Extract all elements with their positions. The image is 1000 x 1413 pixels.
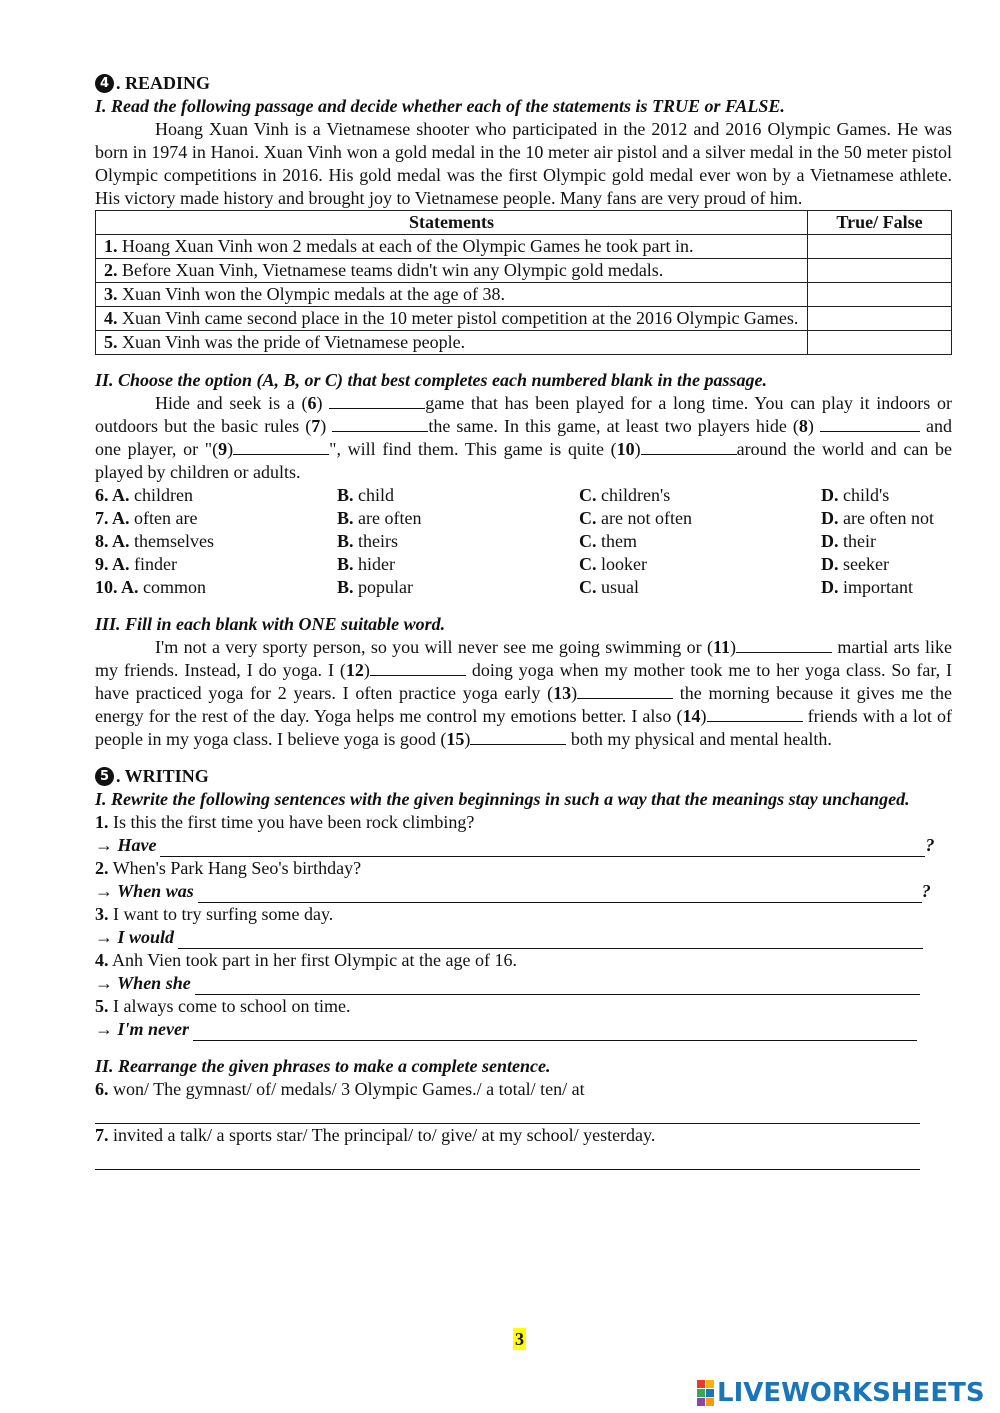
logo-icon	[697, 1380, 714, 1406]
option-a[interactable]: 8. A. themselves	[95, 531, 214, 551]
true-false-answer-cell[interactable]	[808, 259, 952, 283]
answer-line[interactable]	[198, 885, 922, 903]
options-list	[95, 484, 952, 599]
rearrange-question: 7. invited a talk/ a sports star/ The principal/ to/ give/ at my school/ yesterday.	[95, 1125, 656, 1145]
option-row	[95, 576, 952, 599]
option-b[interactable]: B. hider	[337, 554, 395, 574]
logo-text: LIVEWORKSHEETS	[717, 1378, 985, 1408]
option-b[interactable]: B. theirs	[337, 531, 399, 551]
option-d[interactable]: D. are often not	[821, 508, 934, 528]
option-row	[95, 530, 952, 553]
reading-part1-instruction: I. Read the following passage and decide whether each of the statements is TRUE or FALSE.	[95, 96, 785, 116]
answer-line[interactable]	[95, 1147, 920, 1170]
writing-part1-instruction: I. Rewrite the following sentences with the given beginnings in such a way that the meanings stay unchanged.	[95, 789, 910, 809]
reading-part2-instruction: II. Choose the option (A, B, or C) that best completes each numbered blank in the passage.	[95, 370, 768, 390]
rewrite-question: 5. I always come to school on time.	[95, 996, 351, 1016]
true-false-answer-cell[interactable]	[808, 307, 952, 331]
rewrite-answer: → I would	[95, 926, 952, 949]
true-false-header: True/ False	[808, 211, 952, 235]
statements-table	[95, 210, 952, 355]
blank-11[interactable]	[736, 637, 832, 653]
option-row	[95, 553, 952, 576]
liveworksheets-logo	[697, 1378, 985, 1408]
reading-part3-instruction: III. Fill in each blank with ONE suitable word.	[95, 614, 446, 634]
option-c[interactable]: C. them	[579, 531, 637, 551]
yoga-passage: I'm not a very sporty person, so you will never see me going swimming or (11) martial arts like my friends. Instead, I do yoga. I (12) doing yoga when my mother took me to her yoga class. So far, I have practiced yoga for 2 years. I often practice yoga early (13) the morning because it gives me the energy for the rest of the day. Yoga helps me control my emotions better. I also (14) friends with a lot of people in my yoga class. I believe yoga is good (15) both my physical and mental health.	[95, 637, 953, 749]
rewrite-answer: → When was ?	[95, 881, 931, 901]
table-row: 5. Xuan Vinh was the pride of Vietnamese people.	[96, 331, 952, 355]
answer-line[interactable]	[195, 977, 920, 995]
blank-13[interactable]	[577, 683, 673, 699]
rewrite-question: 4. Anh Vien took part in her first Olympic at the age of 16.	[95, 950, 518, 970]
option-row	[95, 484, 952, 507]
option-d[interactable]: D. seeker	[821, 554, 889, 574]
hide-and-seek-passage: Hide and seek is a (6) game that has been played for a long time. You can play it indoors or outdoors but the basic rules (7) the same. In this game, at least two players hide (8) and one player, or "(9) ", will find them. This game is quite (10) around the world and can be played by children or adults.	[95, 393, 953, 482]
section-number-badge: 5	[95, 767, 114, 786]
rewrite-question: 3. I want to try surfing some day.	[95, 904, 334, 924]
writing-heading: 5 . WRITING	[95, 765, 952, 788]
blank-15[interactable]	[470, 729, 566, 745]
option-b[interactable]: B. are often	[337, 508, 422, 528]
answer-line[interactable]	[160, 839, 925, 857]
worksheet-page	[95, 72, 952, 1170]
rearrange-question: 6. won/ The gymnast/ of/ medals/ 3 Olympic Games./ a total/ ten/ at	[95, 1079, 585, 1099]
rewrite-answer: → Have ?	[95, 835, 935, 855]
answer-line[interactable]	[178, 931, 923, 949]
answer-line[interactable]	[193, 1023, 917, 1041]
true-false-answer-cell[interactable]	[808, 331, 952, 355]
rewrite-question: 1. Is this the first time you have been rock climbing?	[95, 812, 475, 832]
option-d[interactable]: D. important	[821, 577, 913, 597]
rewrite-answer: → When she	[95, 972, 952, 995]
option-c[interactable]: C. children's	[579, 485, 671, 505]
reading-heading: 4 . READING	[95, 72, 952, 95]
option-a[interactable]: 9. A. finder	[95, 554, 177, 574]
blank-8[interactable]	[820, 416, 920, 432]
true-false-answer-cell[interactable]	[808, 235, 952, 259]
option-a[interactable]: 6. A. children	[95, 485, 193, 505]
table-row: 3. Xuan Vinh won the Olympic medals at the age of 38.	[96, 283, 952, 307]
statements-header: Statements	[96, 211, 808, 235]
blank-12[interactable]	[370, 660, 466, 676]
table-row: 4. Xuan Vinh came second place in the 10 meter pistol competition at the 2016 Olympic Games.	[96, 307, 952, 331]
option-a[interactable]: 10. A. common	[95, 577, 207, 597]
option-c[interactable]: C. are not often	[579, 508, 692, 528]
section-number-badge: 4	[95, 74, 114, 93]
rewrite-answer: → I'm never	[95, 1018, 952, 1041]
page-number: 3	[515, 1329, 524, 1349]
table-row: 1. Hoang Xuan Vinh won 2 medals at each of the Olympic Games he took part in.	[96, 235, 952, 259]
blank-7[interactable]	[332, 416, 428, 432]
option-d[interactable]: D. their	[821, 531, 876, 551]
table-header-row	[96, 211, 952, 235]
option-d[interactable]: D. child's	[821, 485, 890, 505]
option-row	[95, 507, 952, 530]
table-row: 2. Before Xuan Vinh, Vietnamese teams didn't win any Olympic gold medals.	[96, 259, 952, 283]
blank-6[interactable]	[329, 393, 425, 409]
option-b[interactable]: B. child	[337, 485, 395, 505]
reading-passage: Hoang Xuan Vinh is a Vietnamese shooter who participated in the 2012 and 2016 Olympic Games. He was born in 1974 in Hanoi. Xuan Vinh won a gold medal in the 10 meter air pistol and a silver medal in the 50 meter pistol Olympic competitions in 2016. His gold medal was the first Olympic gold medal ever won by a Vietnamese athlete. His victory made history and brought joy to Vietnamese people. Many fans are very proud of him.	[95, 119, 952, 208]
writing-part2-instruction: II. Rearrange the given phrases to make a complete sentence.	[95, 1056, 551, 1076]
true-false-answer-cell[interactable]	[808, 283, 952, 307]
answer-line[interactable]	[95, 1101, 920, 1124]
option-a[interactable]: 7. A. often are	[95, 508, 198, 528]
blank-10[interactable]	[641, 439, 737, 455]
blank-14[interactable]	[707, 706, 803, 722]
blank-9[interactable]	[233, 439, 329, 455]
option-b[interactable]: B. popular	[337, 577, 413, 597]
option-c[interactable]: C. looker	[579, 554, 647, 574]
rewrite-question: 2. When's Park Hang Seo's birthday?	[95, 858, 362, 878]
option-c[interactable]: C. usual	[579, 577, 639, 597]
